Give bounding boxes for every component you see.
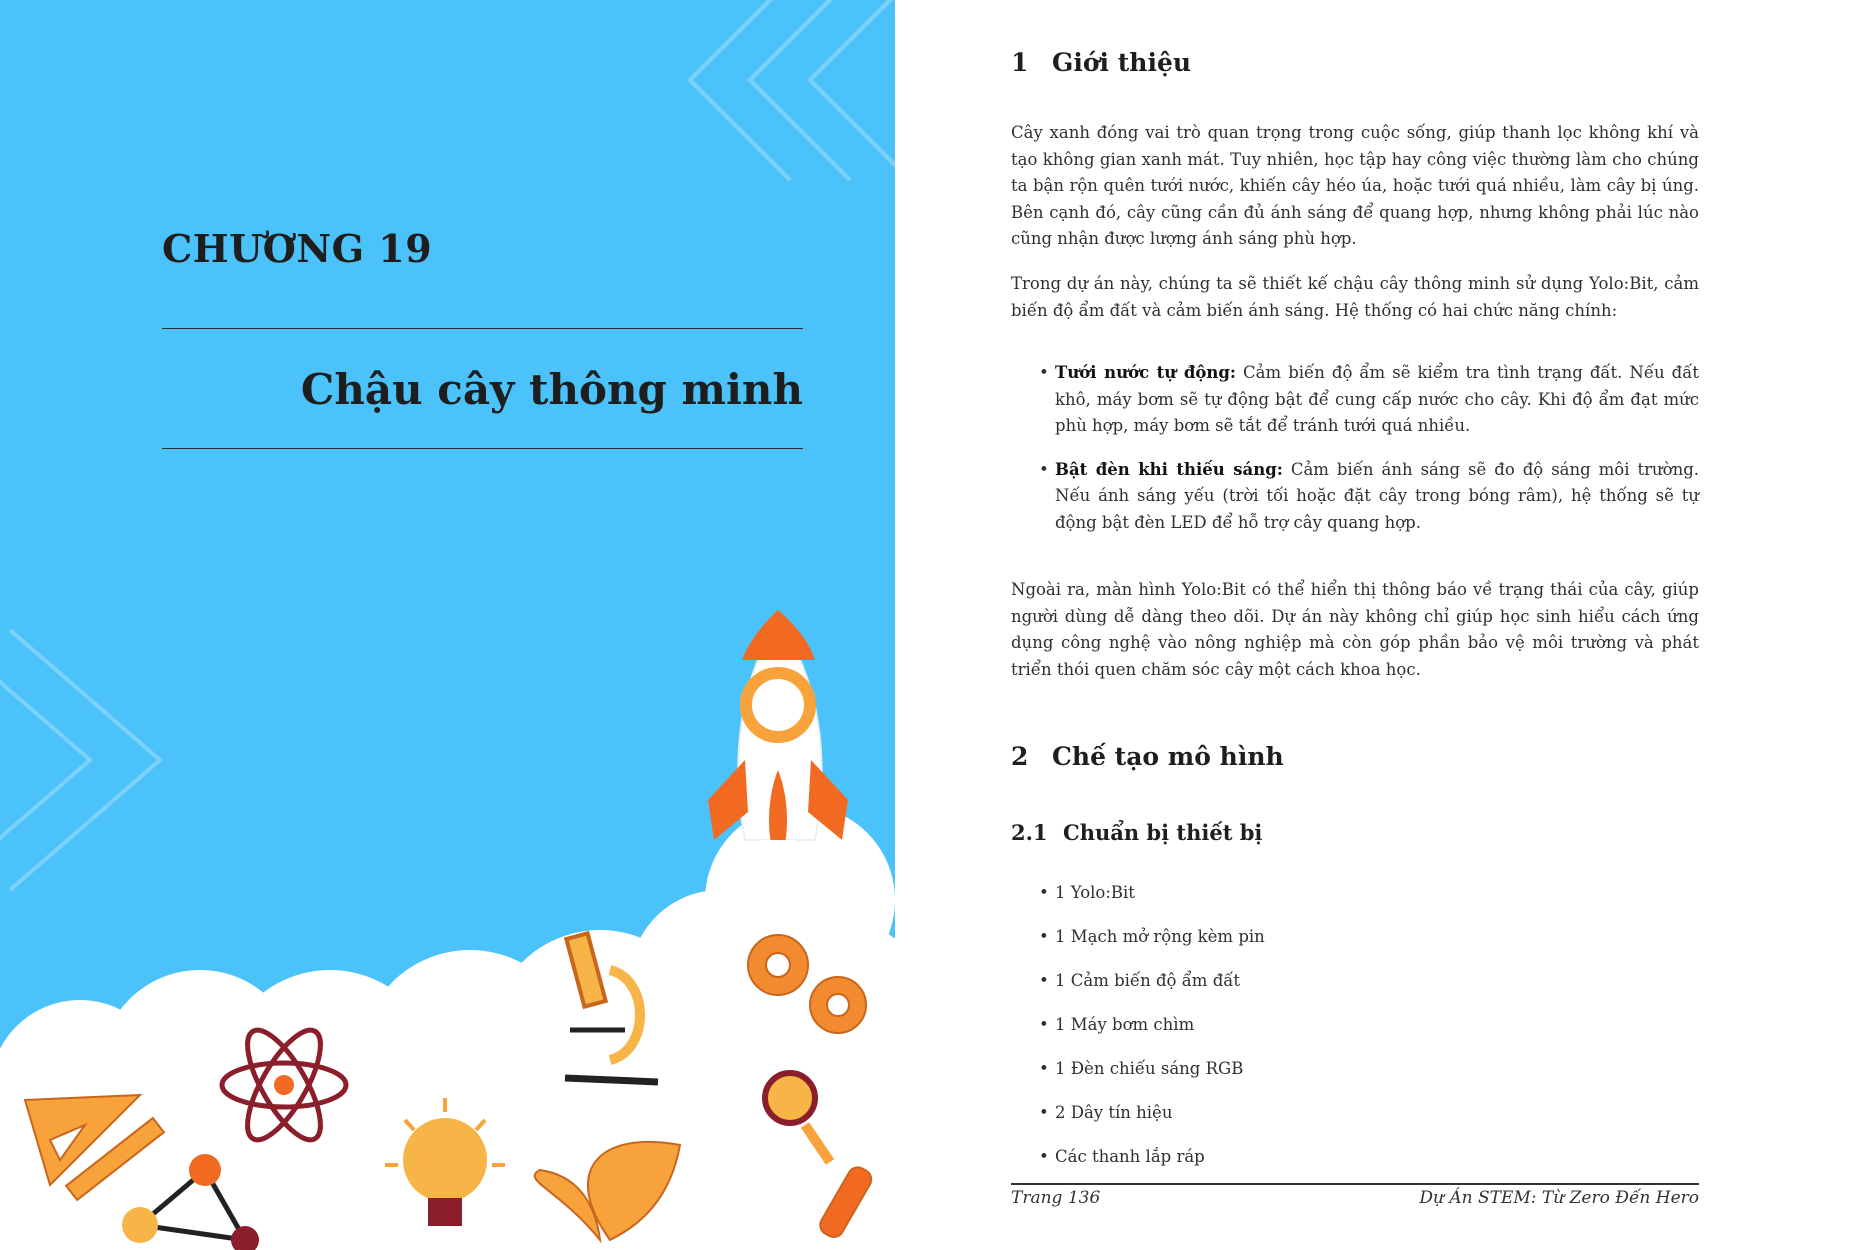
footer-rule [1011, 1183, 1699, 1185]
equipment-item: • 1 Mạch mở rộng kèm pin [1011, 924, 1265, 968]
feature-list [1011, 360, 1699, 536]
equipment-item: • 1 Máy bơm chìm [1011, 1012, 1265, 1056]
intro-paragraph-2: Trong dự án này, chúng ta sẽ thiết kế chậu cây thông minh sử dụng Yolo:Bit, cảm biến độ ẩm đất và cảm biến ánh sáng. Hệ thống có hai chức năng chính: [1011, 274, 1699, 320]
book-title: Dự Án STEM: Từ Zero Đến Hero [1419, 1188, 1699, 1208]
feature-item [1011, 457, 1699, 537]
section-1-title: Giới thiệu [1052, 48, 1192, 77]
equipment-item: • 1 Đèn chiếu sáng RGB [1011, 1056, 1265, 1100]
feature-text: Cảm biến ánh sáng sẽ đo độ sáng môi trường. Nếu ánh sáng yếu (trời tối hoặc đặt cây trong bóng râm), hệ thống sẽ tự động bật đèn LED để hỗ trợ cây quang hợp. [1055, 459, 1699, 532]
stem-illustration [0, 0, 895, 1250]
page-number: Trang 136 [1011, 1188, 1101, 1208]
section-2-number: 2 [1011, 742, 1029, 771]
feature-term: Tưới nước tự động: [1055, 363, 1237, 382]
section-2-heading [1011, 742, 1284, 771]
intro-paragraph-1: Cây xanh đóng vai trò quan trọng trong cuộc sống, giúp thanh lọc không khí và tạo không gian xanh mát. Tuy nhiên, học tập hay công việc thường làm cho chúng ta bận rộn quên tưới nước, khiến cây héo úa, hoặc tưới quá nhiều, làm cây bị úng. Bên cạnh đó, cây cũng cần đủ ánh sáng để quang hợp, nhưng không phải lúc nào cũng nhận được lượng ánh sáng phù hợp. [1011, 123, 1699, 248]
subsection-2-1-number: 2.1 [1011, 820, 1048, 845]
feature-text: Cảm biến độ ẩm sẽ kiểm tra tình trạng đất. Nếu đất khô, máy bơm sẽ tự động bật để cung cấp nước cho cây. Khi độ ẩm đạt mức phù hợp, máy bơm sẽ tắt để tránh tưới quá nhiều. [1055, 363, 1699, 435]
chapter-label: CHƯƠNG 19 [162, 226, 433, 271]
intro-paragraph-3: Ngoài ra, màn hình Yolo:Bit có thể hiển thị thông báo về trạng thái của cây, giúp người dùng dễ dàng theo dõi. Dự án này không chỉ giúp học sinh hiểu cách ứng dụng công nghệ vào nông nghiệp mà còn góp phần bảo vệ môi trường và phát triển thói quen chăm sóc cây một cách khoa học. [1011, 580, 1699, 679]
section-2-title: Chế tạo mô hình [1052, 742, 1284, 771]
equipment-item: • 2 Dây tín hiệu [1011, 1100, 1265, 1144]
section-1-heading [1011, 48, 1191, 77]
section-1-number: 1 [1011, 48, 1029, 77]
chapter-title: Chậu cây thông minh [300, 365, 803, 414]
equipment-item: • Các thanh lắp ráp [1011, 1144, 1265, 1188]
content-page [895, 0, 1875, 1250]
equipment-item: • 1 Yolo:Bit [1011, 880, 1265, 924]
equipment-item: • 1 Cảm biến độ ẩm đất [1011, 968, 1265, 1012]
feature-term: Bật đèn khi thiếu sáng: [1055, 459, 1283, 479]
chapter-cover-page [0, 0, 895, 1250]
subsection-2-1-title: Chuẩn bị thiết bị [1063, 820, 1263, 845]
equipment-list [1011, 880, 1265, 1188]
subsection-2-1-heading [1011, 820, 1262, 845]
feature-item [1011, 360, 1699, 440]
